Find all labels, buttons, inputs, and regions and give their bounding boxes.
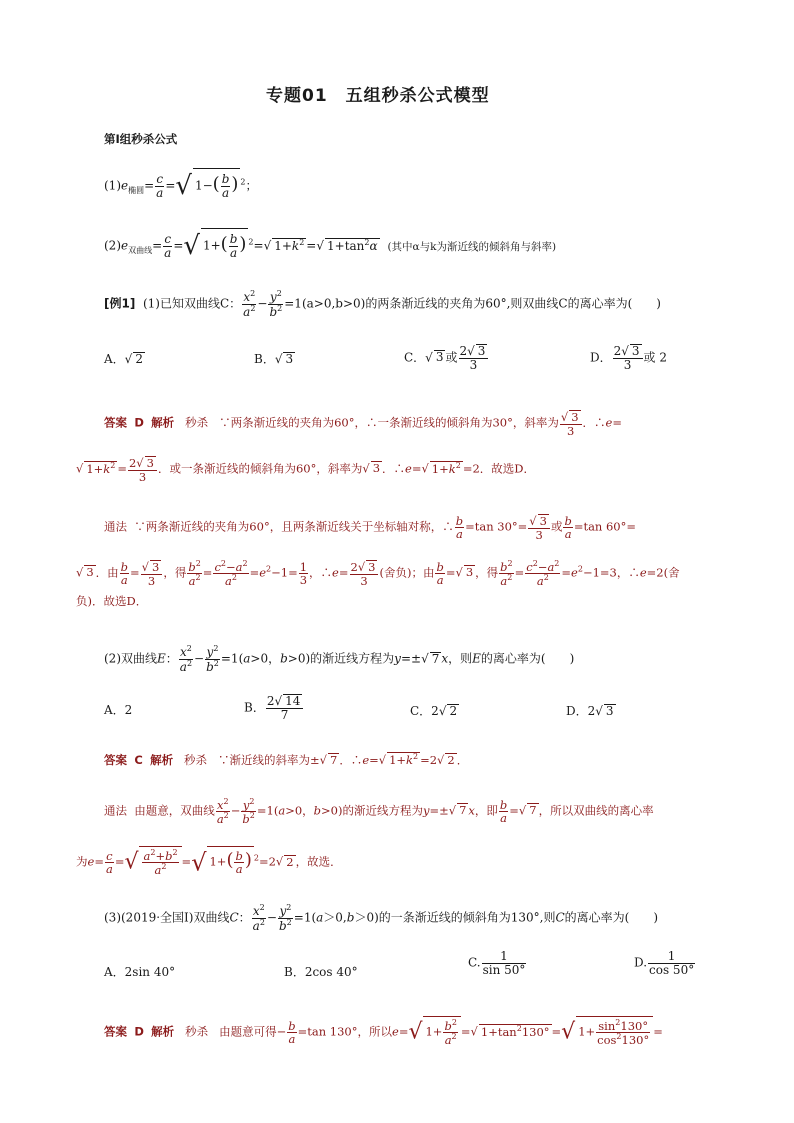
q1-answer-line2: √ $1+k^2$ = $\frac{2√ 3}{3}$ ．或一条渐近线的倾斜角为60°，斜率为√ 3 ．∴e=√ $1+k^2 =2$．故选D． xyxy=(76,456,535,484)
example1-question2: (2)双曲线E： $\frac{x^2}{a^2}$ − $\frac{y^2}{b^2}$ =1(a>0，b>0)的渐近线方程为y=±√ 7 x，则E的离心率为( ) xyxy=(104,644,575,674)
q1-option-c: C．√ 3 或 $\frac{2√ 3}{3}$ xyxy=(404,344,489,372)
q1-general-line3: 负)．故选D． xyxy=(76,594,148,608)
q2-option-a: A．2 xyxy=(104,703,133,717)
q3-option-c: C. $\frac{1}{\sin 50^\circ}$ xyxy=(468,949,526,977)
q3-option-b: B．2cos 40° xyxy=(284,965,358,979)
section-heading: 第Ⅰ组秒杀公式 xyxy=(104,132,178,146)
q1-option-b: B．√ 3 xyxy=(254,352,294,366)
q3-option-d: D. $\frac{1}{\cos 50^\circ}$ xyxy=(634,949,695,977)
q3-option-a: A．2sin 40° xyxy=(104,965,176,979)
formula-ellipse: $(1)e_{椭圆}=$ $\frac{c}{a}$ =√ 1−( $\frac{b}{a}$ ) $^2$； xyxy=(104,168,258,199)
q1-option-a: A．√ 2 xyxy=(104,352,143,366)
q2-option-b: B． $\frac{2√ 14}{7}$ xyxy=(244,694,304,722)
example1-question3: (3)(2019·全国Ⅰ)双曲线C： $\frac{x^2}{a^2}$ − $\frac{y^2}{b^2}$ =1(a＞0,b＞0)的一条渐近线的倾斜角为130°,则C的离心率为( ) xyxy=(104,903,659,933)
q2-general-line1: 通法 由题意，双曲线 $\frac{x^2}{a^2}$ − $\frac{y^2}{b^2}$ =1(a>0，b>0)的渐近线方程为y=±√ 7 x，即 $\frac{b}{a}$ =√ 7 ，所以双曲线的离心率 xyxy=(104,797,654,826)
example1-question1: [例1] (1)已知双曲线C： $\frac{x^2}{a^2}$ − $\frac{y^2}{b^2}$ =1(a>0,b>0)的两条渐近线的夹角为60°,则双曲线C的离心率为( ) xyxy=(104,289,661,319)
q1-general-line2: √ 3 ．由 $\frac{b}{a}$ = $\frac{√ 3}{3}$ ，得 $\frac{b^2}{a^2}$ = $\frac{c^2-a^2}{a^2}$ $=e^2-1=$ $\frac{1}{3}$ ，∴e= $\frac{2√ 3}{3}$ (舍负)；由 $\frac{b}{a}$ =√ 3 ，得 $\frac{b^2}{a^2}$ = $\frac{c^2-a^2}{a^2}$ $=e^2-1=3$，∴e=2(舍 xyxy=(76,559,680,588)
q2-answer-line: 答案 C 解析 秒杀 ∵渐近线的斜率为±√ 7 ．∴e=√ $1+k^2 =2√$ 2 ． xyxy=(104,752,469,767)
page-title: 专题01 五组秒杀公式模型 xyxy=(266,86,490,106)
formula-hyperbola: $(2)e_{双曲线}=$ $\frac{c}{a}$ =√ 1+( $\frac{b}{a}$ ) $^2$=√ $1+k^2$ =√ $1+\tan^2\alpha$ (其中α与k为渐近线的倾斜角与斜率) xyxy=(104,228,556,259)
q1-general-line1: 通法 ∵两条渐近线的夹角为60°，且两条渐近线关于坐标轴对称，∴ $\frac{b}{a}$ =tan 30°= $\frac{√ 3}{3}$ 或 $\frac{b}{a}$ =tan 60°= xyxy=(104,513,637,542)
q2-option-c: C．2√ 2 xyxy=(410,704,458,718)
q2-general-line2: 为e= $\frac{c}{a}$ =√ $\frac{a^2+b^2}{a^2}$ =√ 1+( $\frac{b}{a}$ ) $^2$=2√ 2 ，故选． xyxy=(76,846,342,876)
q1-option-d: D． $\frac{2√ 3}{3}$ 或 2 xyxy=(590,344,667,373)
q1-answer-line1: 答案 D 解析 秒杀 ∵两条渐近线的夹角为60°，∴一条渐近线的倾斜角为30°，斜率为 $\frac{√ 3}{3}$ ．∴e= xyxy=(104,410,622,438)
q3-answer-line: 答案 D 解析 秒杀 由题意可得− $\frac{b}{a}$ =tan 130°，所以e=√ 1+ $\frac{b^2}{a^2}$ =√ $1+\tan^2130^\circ$ =√ 1+ $\frac{\sin^2130^\circ}{\cos^2130^\circ}$ = xyxy=(104,1018,663,1047)
q2-option-d: D．2√ 3 xyxy=(566,704,614,718)
